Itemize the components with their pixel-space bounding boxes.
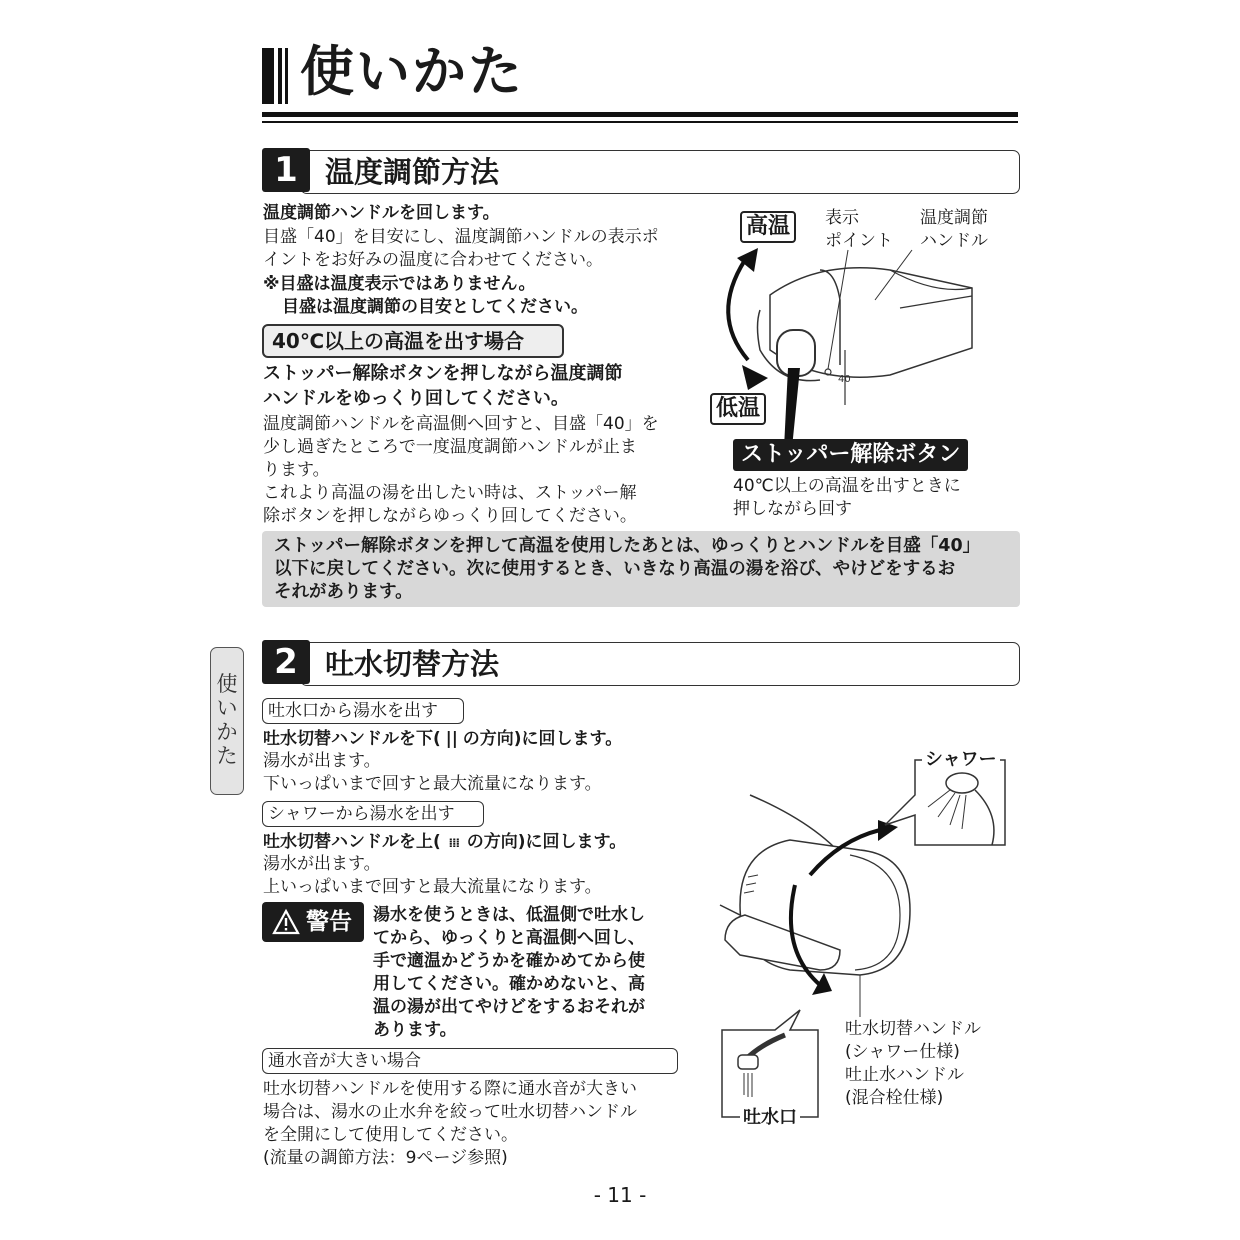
shower-box — [262, 801, 484, 827]
section1-intro-line: イントをお好みの温度に合わせてください。 — [263, 250, 603, 270]
warning-text-line: あります。 — [373, 1020, 457, 1040]
shower-instruction: 吐水切替ハンドルを上( ⁞⁞⁞ の方向)に回します。 — [263, 831, 626, 855]
indicator-point-label: ポイント — [825, 231, 893, 251]
title-rule — [262, 112, 1018, 117]
warning-line: ストッパー解除ボタンを押して高温を使用したあとは、ゆっくりとハンドルを目盛「40」 — [274, 536, 981, 556]
switch-handle-caption: (シャワー仕様) — [845, 1042, 960, 1062]
temp-handle-label: ハンドル — [920, 231, 988, 251]
page-number: - 11 - — [593, 1183, 647, 1207]
high-temp-instruction: ハンドルをゆっくり回してください。 — [263, 388, 569, 409]
stopper-caption: 40℃以上の高温を出すときに — [733, 476, 961, 496]
side-tab-label: 使 い か た — [216, 672, 238, 768]
warning-text-line: 用してください。確かめないと、高 — [373, 974, 645, 994]
warning-badge-label: 警告 — [306, 909, 352, 935]
spout-line: 下いっぱいまで回すと最大流量になります。 — [263, 774, 602, 794]
svg-text:40: 40 — [838, 374, 851, 385]
stopper-caption: 押しながら回す — [733, 499, 852, 519]
switch-handle-caption: 吐水切替ハンドル — [845, 1019, 981, 1039]
section1-intro-line: 目盛「40」を目安にし、温度調節ハンドルの表示ポ — [263, 227, 659, 247]
noise-line: 場合は、湯水の止水弁を絞って吐水切替ハンドル — [263, 1102, 637, 1122]
high-temp-box-label: 40℃以上の高温を出す場合 — [272, 329, 525, 353]
noise-line: を全開にして使用してください。 — [263, 1125, 518, 1145]
stopper-button-label: ストッパー解除ボタン — [733, 439, 968, 471]
section2-number: 2 — [262, 640, 310, 684]
spout-instruction: 吐水切替ハンドルを下( || の方向)に回します。 — [263, 729, 623, 749]
shower-line: 湯水が出ます。 — [263, 854, 381, 874]
noise-line: 吐水切替ハンドルを使用する際に通水音が大きい — [263, 1079, 637, 1099]
section1-number: 1 — [262, 148, 310, 192]
spout-box-label: 吐水口から湯水を出す — [268, 701, 438, 721]
warning-line: それがあります。 — [274, 582, 413, 602]
high-temp-body-line: 少し過ぎたところで一度温度調節ハンドルが止ま — [263, 437, 637, 457]
high-temp-box — [262, 324, 564, 358]
indicator-point-label: 表示 — [825, 208, 859, 228]
warning-text-line: 温の湯が出てやけどをするおそれが — [373, 997, 645, 1017]
noise-box — [262, 1048, 678, 1074]
noise-line: (流量の調節方法：9ページ参照) — [263, 1148, 508, 1168]
noise-box-label: 通水音が大きい場合 — [268, 1051, 421, 1071]
high-temp-body-line: これより高温の湯を出したい時は、ストッパー解 — [263, 483, 637, 503]
spout-line: 湯水が出ます。 — [263, 751, 381, 771]
shower-box-label: シャワーから湯水を出す — [268, 804, 455, 824]
up-direction-icon: ⁞⁞⁞ — [448, 836, 460, 850]
switch-handle-caption: (混合栓仕様) — [845, 1088, 944, 1108]
section1-title: 温度調節方法 — [325, 155, 500, 189]
warning-triangle-icon — [272, 908, 300, 936]
high-temp-body-line: 除ボタンを押しながらゆっくり回してください。 — [263, 506, 637, 526]
section1-intro-bold: 温度調節ハンドルを回します。 — [263, 203, 500, 223]
low-temp-label: 低温 — [710, 393, 766, 425]
section1-note-line: ※目盛は温度表示ではありません。 — [263, 274, 536, 294]
warning-badge — [262, 902, 364, 942]
warning-text-line: てから、ゆっくりと高温側へ回し、 — [373, 928, 645, 948]
warning-text-line: 湯水を使うときは、低温側で吐水し — [373, 905, 645, 925]
title-rule-thin — [262, 121, 1018, 123]
shower-line: 上いっぱいまで回すと最大流量になります。 — [263, 877, 602, 897]
down-direction-icon: || — [445, 729, 458, 749]
warning-line: 以下に戻してください。次に使用するとき、いきなり高温の湯を浴び、やけどをするお — [274, 559, 956, 579]
warning-text-line: 手で適温かどうかを確かめてから使 — [373, 951, 645, 971]
high-temp-body-line: ります。 — [263, 460, 330, 480]
high-temp-label: 高温 — [740, 211, 796, 243]
high-temp-instruction: ストッパー解除ボタンを押しながら温度調節 — [263, 363, 623, 384]
temp-handle-label: 温度調節 — [920, 208, 988, 228]
shower-label: シャワー — [922, 748, 1000, 772]
title-bars-decoration — [262, 48, 288, 104]
page-title: 使いかた — [300, 40, 524, 103]
section1-note-line: 目盛は温度調節の目安としてください。 — [282, 297, 588, 317]
spout-label: 吐水口 — [740, 1106, 800, 1130]
switch-handle-caption: 吐止水ハンドル — [845, 1065, 964, 1085]
spout-box — [262, 698, 464, 724]
high-temp-body-line: 温度調節ハンドルを高温側へ回すと、目盛「40」を — [263, 414, 659, 434]
section2-title: 吐水切替方法 — [325, 647, 500, 681]
